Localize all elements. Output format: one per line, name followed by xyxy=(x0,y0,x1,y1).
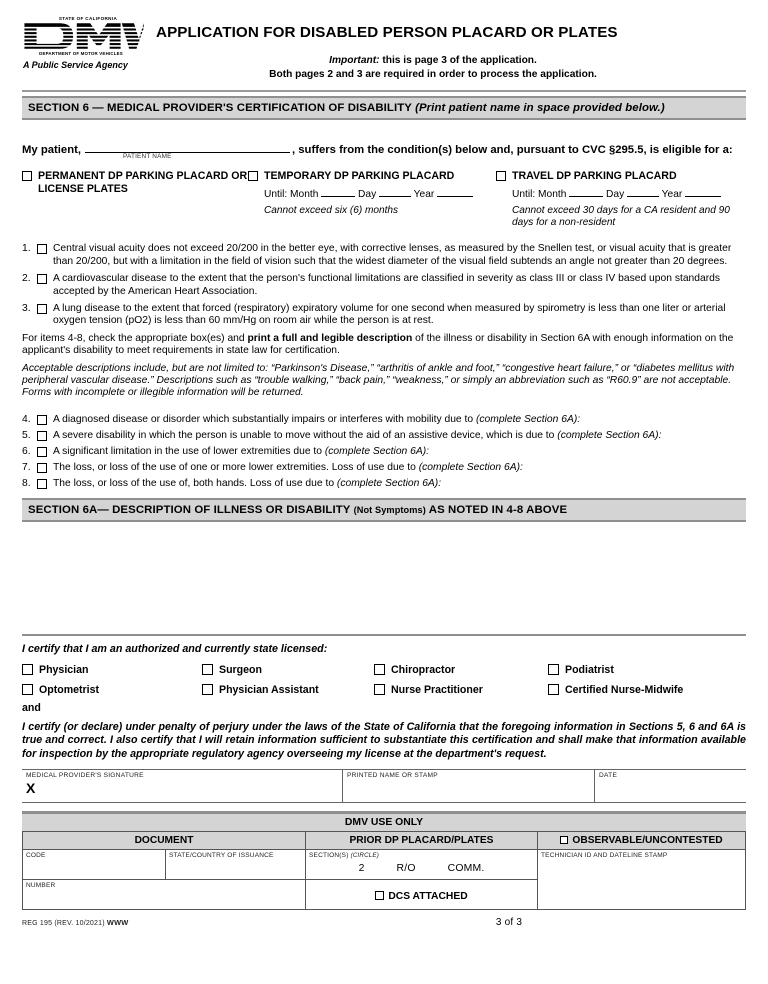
date-caption: DATE xyxy=(599,772,618,780)
temporary-year-label: Year xyxy=(413,188,435,200)
checkbox-podiatrist[interactable] xyxy=(548,664,559,675)
description-write-area[interactable] xyxy=(22,522,746,634)
condition-items-bottom xyxy=(22,414,746,490)
dmv-sections-caption xyxy=(309,852,534,859)
printed-name-field[interactable] xyxy=(342,770,594,802)
and-connector: and xyxy=(22,701,41,714)
license-surgeon-label: Surgeon xyxy=(219,663,262,676)
checkbox-condition-6[interactable] xyxy=(37,447,47,457)
signature-caption: MEDICAL PROVIDER'S SIGNATURE xyxy=(26,772,144,780)
checkbox-dcs-attached[interactable] xyxy=(375,891,384,900)
license-option-chiropractor[interactable] xyxy=(374,664,548,676)
condition-items-top xyxy=(22,243,746,327)
checkbox-condition-1[interactable] xyxy=(37,244,47,254)
condition-2-number: 2. xyxy=(22,273,31,285)
checkbox-observable-uncontested[interactable] xyxy=(560,836,568,844)
condition-8-italic: (complete Section 6A): xyxy=(336,477,442,489)
checkbox-condition-5[interactable] xyxy=(37,431,47,441)
travel-limit-note: Cannot exceed 30 days for a CA resident and 90 days for a non-resident xyxy=(512,204,730,228)
title-block xyxy=(140,14,746,82)
condition-6-number: 6. xyxy=(22,445,31,457)
checkbox-condition-7[interactable] xyxy=(37,463,47,473)
condition-7-text xyxy=(53,462,746,474)
condition-5-main: A severe disability in which the person is unable to move without the aid of an assistive device, which is due to xyxy=(53,429,558,441)
condition-item-8[interactable] xyxy=(22,478,746,490)
condition-8-text xyxy=(53,478,746,490)
checkbox-condition-8[interactable] xyxy=(37,479,47,489)
temporary-until-month-label: Until: Month xyxy=(264,188,319,200)
condition-item-5[interactable] xyxy=(22,430,746,442)
signature-x-mark: X xyxy=(26,780,36,797)
checkbox-optometrist[interactable] xyxy=(22,684,33,695)
form-header xyxy=(22,0,746,84)
checkbox-surgeon[interactable] xyxy=(202,664,213,675)
dmv-dcs-cell[interactable] xyxy=(305,880,537,910)
temporary-day-input[interactable] xyxy=(379,188,411,197)
license-option-optometrist[interactable] xyxy=(22,684,202,696)
dmv-logo xyxy=(22,14,140,70)
patient-lead-out: , suffers from the condition(s) below and, pursuant to CVC §295.5, is eligible for a: xyxy=(292,144,733,156)
temporary-year-input[interactable] xyxy=(437,188,473,197)
patient-line xyxy=(22,142,746,160)
condition-5-number: 5. xyxy=(22,429,31,441)
important-text: this is page 3 of the application. xyxy=(379,55,537,66)
dmv-sections-caption-main: SECTION(S) xyxy=(309,852,351,860)
dmv-section-value-ro[interactable]: R/O xyxy=(396,863,416,875)
condition-5-text xyxy=(53,430,746,442)
dmv-section-value-comm[interactable]: COMM. xyxy=(447,863,485,875)
placard-option-travel[interactable] xyxy=(496,170,746,229)
condition-item-6[interactable] xyxy=(22,446,746,458)
dmv-number-cell[interactable] xyxy=(23,880,305,910)
license-option-podiatrist[interactable] xyxy=(548,664,746,676)
travel-year-label: Year xyxy=(661,188,683,200)
dmv-technician-cell-2[interactable] xyxy=(537,880,745,910)
checkbox-condition-4[interactable] xyxy=(37,415,47,425)
license-option-certified-nurse-midwife[interactable] xyxy=(548,684,746,696)
checkbox-chiropractor[interactable] xyxy=(374,664,385,675)
condition-2-text: A cardiovascular disease to the extent that the person's functional limitations are classified in severity as class III or class IV based upon standards accepted by the American Heart Association. xyxy=(53,273,721,297)
license-option-nurse-practitioner[interactable] xyxy=(374,684,548,696)
instruction-part2: of the illness or disability in Section 6A with enough information on the applicant's disability to meet requirements in state law for certification. xyxy=(22,332,734,357)
dmv-col-observable-header[interactable] xyxy=(537,832,745,849)
travel-day-label: Day xyxy=(606,188,625,200)
dmv-table-row-2 xyxy=(23,880,745,910)
dmv-technician-caption: TECHNICIAN ID AND DATELINE STAMP xyxy=(541,852,668,860)
travel-day-input[interactable] xyxy=(627,188,659,197)
dmv-wordmark-icon xyxy=(22,22,144,50)
dmv-sections-caption-circle: (CIRCLE) xyxy=(350,852,379,860)
license-certified-nurse-midwife-label: Certified Nurse-Midwife xyxy=(565,683,684,696)
license-option-surgeon[interactable] xyxy=(202,664,374,676)
section6a-not-symptoms: (Not Symptoms) xyxy=(353,504,426,515)
page-title: APPLICATION FOR DISABLED PERSON PLACARD OR PLATES xyxy=(156,24,618,41)
condition-5-italic: (complete Section 6A): xyxy=(557,429,662,441)
placard-options xyxy=(22,170,746,229)
condition-8-main: The loss, or loss of the use of, both hands. Loss of use due to xyxy=(53,477,337,489)
dmv-observable-label: OBSERVABLE/UNCONTESTED xyxy=(572,835,723,847)
date-field[interactable] xyxy=(594,770,746,802)
condition-4-italic: (complete Section 6A): xyxy=(475,413,581,425)
license-physician-label: Physician xyxy=(39,663,89,676)
checkbox-travel-placard[interactable] xyxy=(496,171,506,181)
dmv-use-table xyxy=(22,832,746,910)
condition-item-2[interactable] xyxy=(22,273,746,298)
dmv-section-values[interactable] xyxy=(309,863,534,874)
certification-divider xyxy=(22,634,746,636)
signature-field[interactable] xyxy=(22,770,342,802)
condition-item-3[interactable] xyxy=(22,303,746,328)
dmv-section-value-2[interactable]: 2 xyxy=(358,863,365,875)
travel-until-month-label: Until: Month xyxy=(512,188,567,200)
instruction-part1: For items 4-8, check the appropriate box(es) and xyxy=(22,332,248,344)
important-note-line1 xyxy=(156,54,746,68)
license-podiatrist-label: Podiatrist xyxy=(565,663,614,676)
patient-lead-in: My patient, xyxy=(22,144,81,156)
dcs-attached-label: DCS ATTACHED xyxy=(388,891,468,903)
condition-4-main: A diagnosed disease or disorder which substantially impairs or interferes with mobility due to xyxy=(53,413,476,425)
perjury-statement: I certify (or declare) under penalty of perjury under the laws of the State of California that the foregoing information in Sections 5, 6 and 6A is true and correct. I also certify that I will retain information sufficient to substantiate this certification and shall make that information available for inspection by the appropriate regulatory agency overseeing my license at the department's request. xyxy=(22,720,746,760)
section6-note: (Print patient name in space provided below.) xyxy=(415,102,665,114)
checkbox-condition-3[interactable] xyxy=(37,304,47,314)
checkbox-nurse-practitioner[interactable] xyxy=(374,684,385,695)
license-row-1 xyxy=(22,664,746,676)
temporary-limit-note: Cannot exceed six (6) months xyxy=(264,204,399,216)
dmv-state-caption: STATE/COUNTRY OF ISSUANCE xyxy=(169,852,274,860)
dmv-number-caption: NUMBER xyxy=(26,882,56,890)
license-row-2 xyxy=(22,684,746,696)
condition-item-1[interactable] xyxy=(22,243,746,268)
section6-band xyxy=(22,96,746,120)
license-option-physician-assistant[interactable] xyxy=(202,684,374,696)
dmv-use-only-title: DMV USE ONLY xyxy=(22,813,746,832)
form-footer xyxy=(22,917,746,928)
travel-month-input[interactable] xyxy=(569,188,603,197)
condition-3-number: 3. xyxy=(22,303,31,315)
dmv-sections-cell[interactable] xyxy=(305,850,537,880)
travel-until-line xyxy=(512,188,746,200)
dmv-col-prior-header: PRIOR DP PLACARD/PLATES xyxy=(305,832,537,849)
page-number: 3 of 3 xyxy=(495,917,523,929)
condition-item-7[interactable] xyxy=(22,462,746,474)
placard-temporary-label: TEMPORARY DP PARKING PLACARD xyxy=(264,170,455,182)
acceptable-descriptions-paragraph: Acceptable descriptions include, but are not limited to: “Parkinson's Disease,” “arthritis of ankle and foot,” “congestive heart failure,” or “diabetes mellitus with peripheral vascular disease.” Descriptions such as “trouble walking,” “back pain,” “weakness,” or simply an abbreviation such as “R60.9” are not acceptable. Forms with incomplete or illegible information will be returned. xyxy=(22,362,735,399)
instruction-paragraph xyxy=(22,333,746,358)
checkbox-physician-assistant[interactable] xyxy=(202,684,213,695)
condition-6-main: A significant limitation in the use of lower extremities due to xyxy=(53,445,325,457)
dmv-code-cell[interactable] xyxy=(23,850,165,880)
form-revision-www: WWW xyxy=(106,918,129,928)
dmv-col-document-header: DOCUMENT xyxy=(134,835,194,847)
temporary-until-line xyxy=(264,188,496,200)
travel-year-input[interactable] xyxy=(685,188,721,197)
dcs-attached-option[interactable] xyxy=(309,890,534,902)
dmv-table-row-1 xyxy=(23,850,745,880)
dmv-code-caption: CODE xyxy=(26,852,46,860)
signature-row xyxy=(22,769,746,803)
condition-6-text xyxy=(53,446,746,458)
section6a-band xyxy=(22,498,746,522)
placard-travel-label: TRAVEL DP PARKING PLACARD xyxy=(512,170,677,182)
patient-name-caption: PATIENT NAME xyxy=(123,153,172,160)
condition-1-number: 1. xyxy=(22,243,31,255)
section6-title: SECTION 6 — MEDICAL PROVIDER'S CERTIFICATION OF DISABILITY xyxy=(28,102,416,114)
license-optometrist-label: Optometrist xyxy=(39,683,100,696)
checkbox-condition-2[interactable] xyxy=(37,274,47,284)
condition-6-italic: (complete Section 6A): xyxy=(324,445,430,457)
condition-item-4[interactable] xyxy=(22,414,746,426)
checkbox-certified-nurse-midwife[interactable] xyxy=(548,684,559,695)
placard-option-permanent[interactable] xyxy=(22,170,248,229)
important-note-line2: Both pages 2 and 3 are required in order to process the application. xyxy=(269,69,597,80)
license-option-physician[interactable] xyxy=(22,664,202,676)
header-divider xyxy=(22,90,746,92)
patient-name-input[interactable] xyxy=(85,142,290,160)
condition-1-text: Central visual acuity does not exceed 20/200 in the better eye, with corrective lenses, as measured by the Snellen test, or visual acuity that is greater than 20/200, but with a limitation in the field of vision such that the widest diameter of the visual field subtends an angle not greater than 20 degrees. xyxy=(53,243,732,267)
checkbox-permanent-placard[interactable] xyxy=(22,171,32,181)
dmv-state-country-cell[interactable] xyxy=(165,850,305,880)
condition-8-number: 8. xyxy=(22,477,31,489)
condition-4-text xyxy=(53,414,746,426)
logo-tagline: A Public Service Agency xyxy=(23,60,128,70)
dmv-technician-cell[interactable] xyxy=(537,850,745,880)
logo-state-text: STATE OF CALIFORNIA xyxy=(58,16,118,21)
placard-permanent-label: PERMANENT DP PARKING PLACARD OR LICENSE PLATES xyxy=(38,170,248,195)
important-label: Important: xyxy=(329,55,380,66)
section6a-title: SECTION 6A— DESCRIPTION OF ILLNESS OR DISABILITY xyxy=(28,503,354,516)
section6a-title-end: AS NOTED IN 4-8 ABOVE xyxy=(425,503,568,516)
certification-heading: I certify that I am an authorized and currently state licensed: xyxy=(22,642,328,655)
temporary-day-label: Day xyxy=(358,188,377,200)
printed-name-caption: PRINTED NAME OR STAMP xyxy=(347,772,438,780)
checkbox-temporary-placard[interactable] xyxy=(248,171,258,181)
condition-3-text: A lung disease to the extent that forced (respiratory) expiratory volume for one second when measured by spirometry is less than one liter or arterial oxygen tension (pO2) is less than 60 mm/Hg on room air while the person is at rest. xyxy=(53,303,726,327)
license-nurse-practitioner-label: Nurse Practitioner xyxy=(391,683,483,696)
temporary-month-input[interactable] xyxy=(321,188,355,197)
condition-7-main: The loss, or loss of the use of one or more lower extremities. Loss of use due to xyxy=(53,461,419,473)
instruction-bold: print a full and legible description xyxy=(247,332,413,344)
checkbox-physician[interactable] xyxy=(22,664,33,675)
license-chiropractor-label: Chiropractor xyxy=(391,663,456,676)
dmv-table-header-row xyxy=(23,832,745,850)
form-revision-text: REG 195 (REV. 10/2021) xyxy=(22,920,107,928)
license-physician-assistant-label: Physician Assistant xyxy=(219,683,319,696)
condition-7-italic: (complete Section 6A): xyxy=(418,461,523,473)
condition-7-number: 7. xyxy=(22,461,31,473)
logo-dept-text: DEPARTMENT OF MOTOR VEHICLES xyxy=(39,51,123,56)
placard-option-temporary[interactable] xyxy=(248,170,496,229)
condition-4-number: 4. xyxy=(22,413,31,425)
